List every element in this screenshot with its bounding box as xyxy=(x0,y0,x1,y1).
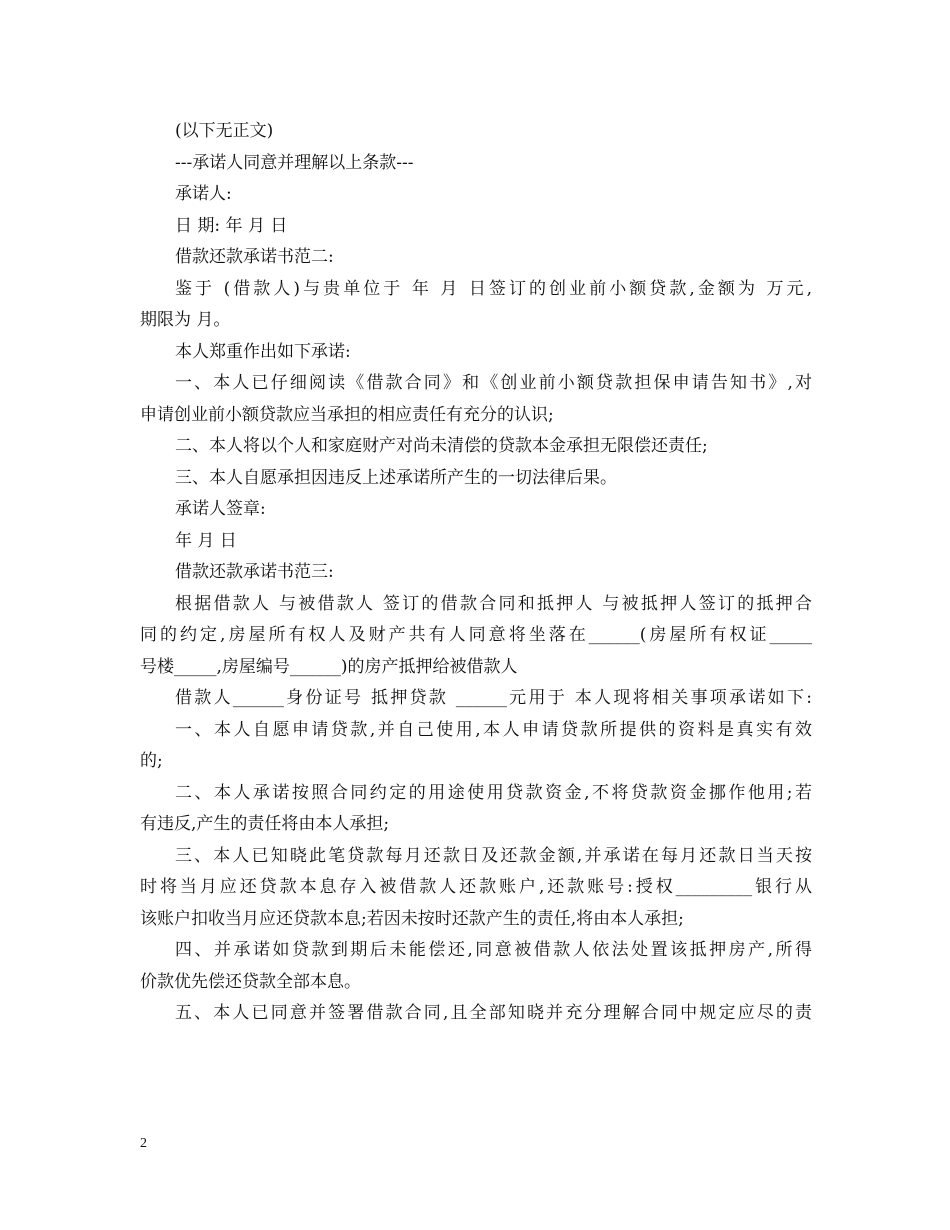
document-line: 承诺人: xyxy=(175,184,232,204)
document-line: 借款还款承诺书范二: xyxy=(175,247,334,267)
document-line: 借款人______身份证号 抵押贷款 ______元用于 本人现将相关事项承诺如下: xyxy=(175,688,812,708)
document-line: 一、本人自愿申请贷款,并自己使用,本人申请贷款所提供的资料是真实有效 xyxy=(175,719,812,740)
document-line: 该账户扣收当月应还贷款本息;若因未按时还款产生的责任,将由本人承担; xyxy=(140,908,684,929)
document-line: 借款还款承诺书范三: xyxy=(175,562,334,582)
document-line: 承诺人签章: xyxy=(175,499,266,519)
document-line: 二、本人承诺按照合同约定的用途使用贷款资金,不将贷款资金挪作他用;若 xyxy=(175,782,812,803)
document-line: (以下无正文) xyxy=(175,121,274,141)
document-line: 期限为 月。 xyxy=(140,310,231,330)
document-line: 有违反,产生的责任将由本人承担; xyxy=(140,814,390,834)
document-line: ---承诺人同意并理解以上条款--- xyxy=(175,152,414,173)
document-line: 的; xyxy=(140,751,163,771)
document-line: 同的约定,房屋所有权人及财产共有人同意将坐落在______(房屋所有权证_____ xyxy=(140,625,812,645)
document-line: 四、并承诺如贷款到期后未能偿还,同意被借款人依法处置该抵押房产,所得 xyxy=(175,940,812,960)
document-line: 时将当月应还贷款本息存入被借款人还款账户,还款账号:授权_________银行从 xyxy=(140,877,812,897)
document-line: 根据借款人 与被借款人 签订的借款合同和抵押人 与被抵押人签订的抵押合 xyxy=(175,593,812,614)
document-line: 本人郑重作出如下承诺: xyxy=(175,341,351,362)
document-line: 三、本人已知晓此笔贷款每月还款日及还款金额,并承诺在每月还款日当天按 xyxy=(175,845,812,866)
document-line: 二、本人将以个人和家庭财产对尚未清偿的贷款本金承担无限偿还责任; xyxy=(175,436,708,456)
document-line: 鉴于 (借款人)与贵单位于 年 月 日签订的创业前小额贷款,金额为 万元, xyxy=(175,278,812,299)
document-body xyxy=(140,116,812,1030)
document-line: 一、本人已仔细阅读《借款合同》和《创业前小额贷款担保申请告知书》,对 xyxy=(175,373,812,393)
document-line: 号楼_____,房屋编号______)的房产抵押给被借款人 xyxy=(140,656,518,677)
document-line: 价款优先偿还贷款全部本息。 xyxy=(140,971,361,992)
page-number: 2 xyxy=(140,1136,147,1151)
document-line: 申请创业前小额贷款应当承担的相应责任有充分的认识; xyxy=(140,404,554,425)
document-line: 五、本人已同意并签署借款合同,且全部知晓并充分理解合同中规定应尽的责 xyxy=(175,1003,812,1023)
document-line: 日 期: 年 月 日 xyxy=(175,215,288,236)
document-line: 年 月 日 xyxy=(175,530,237,551)
document-line: 三、本人自愿承担因违反上述承诺所产生的一切法律后果。 xyxy=(175,467,617,488)
